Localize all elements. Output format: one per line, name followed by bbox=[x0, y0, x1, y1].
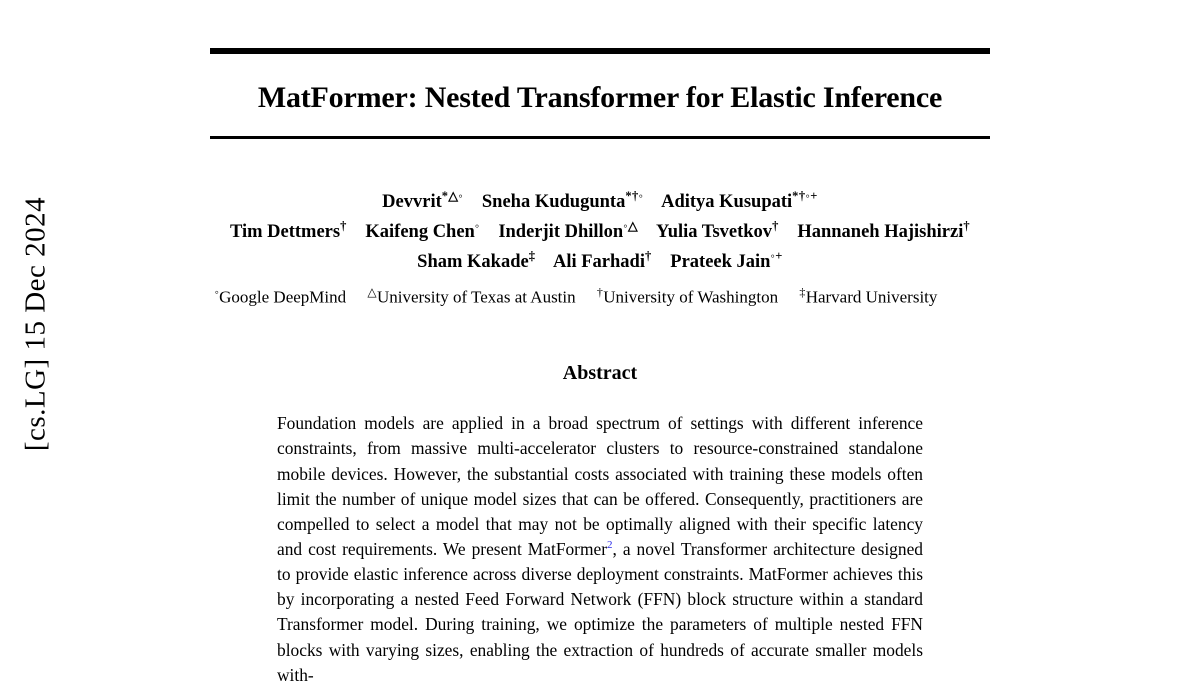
page-title: MatFormer: Nested Transformer for Elastic Inference bbox=[257, 81, 943, 114]
author-symbol: *△◦ bbox=[441, 189, 464, 204]
author-name: Inderjit Dhillon bbox=[498, 222, 624, 243]
paper-content bbox=[210, 0, 990, 685]
author-line bbox=[210, 247, 990, 277]
author-line bbox=[210, 217, 990, 247]
author-name: Ali Farhadi bbox=[552, 251, 645, 272]
arxiv-stamp-text: [cs.LG] 15 Dec 2024 bbox=[19, 196, 52, 452]
author-list bbox=[210, 187, 990, 276]
footnote-marker[interactable]: 2 bbox=[607, 539, 613, 552]
affiliation-name: University of Texas at Austin bbox=[376, 287, 576, 307]
author-name: Hannaneh Hajishirzi bbox=[797, 222, 964, 243]
abstract-text-part2: , a novel Transformer architecture designed to provide elastic inference across diverse deployment constraints. MatFormer achieves this by incorporating a nested Feed Forward Network (FFN) block structure within a standard Transformer model. During training, we optimize the parameters of multiple nested FFN blocks with varying sizes, enabling the extraction of hundreds of accurate smaller models with- bbox=[277, 538, 923, 685]
author-symbol: ◦△ bbox=[623, 218, 639, 233]
author-symbol: ◦+ bbox=[770, 248, 783, 263]
affiliation-symbol: ◦ bbox=[214, 284, 220, 299]
author-name: Tim Dettmers bbox=[229, 222, 341, 243]
author-symbol: *†◦ bbox=[625, 189, 644, 204]
affiliation-name: Harvard University bbox=[805, 287, 938, 307]
affiliation-item bbox=[215, 285, 347, 308]
title-rule-top bbox=[210, 48, 990, 54]
abstract-body bbox=[277, 411, 923, 688]
abstract-heading: Abstract bbox=[562, 362, 638, 385]
author-name: Yulia Tsvetkov bbox=[656, 222, 773, 243]
author-line bbox=[210, 187, 990, 217]
affiliation-symbol: † bbox=[596, 284, 604, 299]
author-name: Sneha Kudugunta bbox=[481, 192, 626, 213]
author-name: Sham Kakade bbox=[417, 251, 529, 272]
affiliation-item bbox=[597, 285, 778, 308]
author-symbol: † bbox=[340, 218, 347, 233]
author-name: Devvrit bbox=[382, 192, 442, 213]
affiliation-symbol: ‡ bbox=[799, 284, 806, 299]
author-name: Kaifeng Chen bbox=[365, 222, 475, 243]
affiliation-name: University of Washington bbox=[603, 287, 779, 307]
author-symbol: † bbox=[644, 248, 652, 263]
affiliation-list bbox=[186, 285, 966, 308]
abstract-text-part1: Foundation models are applied in a broad spectrum of settings with different inference constraints, from massive multi-accelerator clusters to resource-constrained standalone mobile devices. However, the substantial costs associated with training these models often limit the number of unique model sizes that can be offered. Consequently, practitioners are compelled to select a model that may not be optimally aligned with their specific latency and cost requirements. We present MatFormer bbox=[277, 413, 923, 559]
author-name: Prateek Jain bbox=[670, 251, 771, 272]
affiliation-name: Google DeepMind bbox=[219, 287, 347, 307]
author-symbol: † bbox=[963, 218, 971, 233]
author-symbol: † bbox=[772, 218, 779, 233]
author-name: Aditya Kusupati bbox=[661, 192, 793, 213]
arxiv-identifier-stamp bbox=[0, 0, 72, 648]
author-symbol: ◦ bbox=[474, 218, 480, 233]
author-symbol: ‡ bbox=[528, 248, 536, 263]
affiliation-item bbox=[799, 285, 937, 308]
title-rule-bottom bbox=[210, 136, 990, 139]
author-symbol: *†◦+ bbox=[792, 189, 818, 204]
affiliation-symbol: △ bbox=[367, 284, 377, 299]
affiliation-item bbox=[367, 285, 575, 308]
